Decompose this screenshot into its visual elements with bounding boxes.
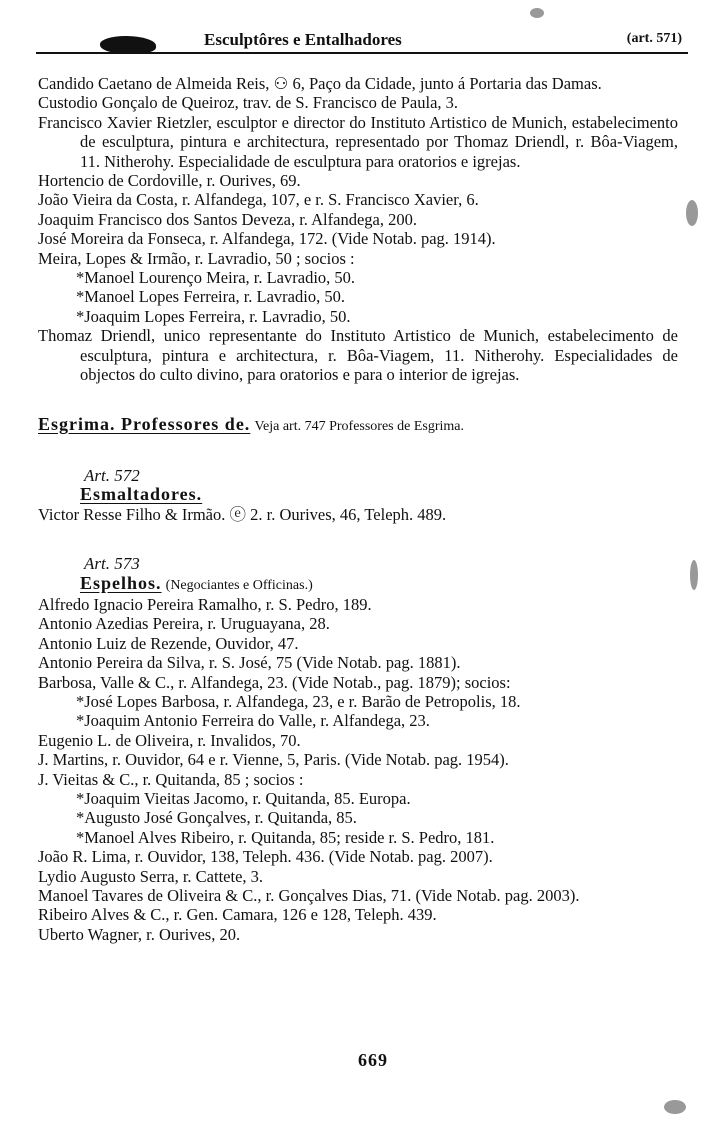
list-item: *Joaquim Vieitas Jacomo, r. Quitanda, 85. Europa. [76, 789, 411, 808]
list-item: *Joaquim Antonio Ferreira do Valle, r. Alfandega, 23. [76, 711, 430, 731]
list-item: Antonio Azedias Pereira, r. Uruguayana, 28. [38, 614, 330, 634]
list-item: *Augusto José Gonçalves, r. Quitanda, 85. [76, 808, 357, 828]
list-item: Barbosa, Valle & C., r. Alfandega, 23. (Vide Notab., pag. 1879); socios: [38, 672, 511, 692]
page-header [36, 30, 688, 54]
art573-title-row [38, 574, 678, 595]
list-item: Ribeiro Alves & C., r. Gen. Camara, 126 e 128, Teleph. 439. [38, 905, 437, 925]
paper-speck [690, 560, 698, 590]
art572-label: Art. 572 [84, 465, 140, 485]
list-item: *Manoel Lopes Ferreira, r. Lavradio, 50. [76, 287, 345, 307]
entries-column [38, 74, 678, 944]
page-number: 669 [358, 1050, 388, 1070]
list-item: *José Lopes Barbosa, r. Alfandega, 23, e r. Barão de Petropolis, 18. [76, 691, 521, 711]
list-item: J. Martins, r. Ouvidor, 64 e r. Vienne, 5, Paris. (Vide Notab. pag. 1954). [38, 750, 509, 770]
art573-title: Espelhos. [80, 572, 162, 593]
paper-speck [686, 200, 698, 226]
list-item: José Moreira da Fonseca, r. Alfandega, 172. (Vide Notab. pag. 1914). [38, 229, 496, 249]
list-item: Lydio Augusto Serra, r. Cattete, 3. [38, 866, 264, 886]
art572-title-row [38, 485, 678, 504]
list-item: Alfredo Ignacio Pereira Ramalho, r. S. Pedro, 189. [38, 594, 372, 614]
art572-label-row [38, 466, 678, 485]
list-item: Antonio Pereira da Silva, r. S. José, 75 (Vide Notab. pag. 1881). [38, 653, 461, 673]
paper-speck [664, 1100, 686, 1114]
header-title: Esculptôres e Entalhadores [204, 30, 402, 49]
list-item: Joaquim Francisco dos Santos Deveza, r. Alfandega, 200. [38, 209, 417, 229]
list-item: *Manoel Lourenço Meira, r. Lavradio, 50. [76, 268, 356, 288]
esculptores-list [38, 74, 678, 385]
list-item: Uberto Wagner, r. Ourives, 20. [38, 924, 241, 944]
list-item: *Joaquim Lopes Ferreira, r. Lavradio, 50. [76, 306, 351, 326]
art572-title: Esmaltadores. [80, 484, 203, 505]
list-item: J. Vieitas & C., r. Quitanda, 85 ; socios : [38, 769, 304, 789]
esgrima-title: Esgrima. Professores de. [38, 413, 251, 434]
list-item: Thomaz Driendl, unico representante do Instituto Artistico de Munich, estabelecimento de esculptura, pintura e architectura, r. Bôa-Viagem, 11. Nitherohy. Especialidades de objectos do culto divino, para oratorios e para o interior de igrejas. [38, 326, 678, 385]
list-item: Custodio Gonçalo de Queiroz, trav. de S. Francisco de Paula, 3. [38, 93, 459, 113]
list-item: João R. Lima, r. Ouvidor, 138, Teleph. 436. (Vide Notab. pag. 2007). [38, 847, 493, 867]
list-item: Eugenio L. de Oliveira, r. Invalidos, 70. [38, 730, 301, 750]
art573-note: (Negociantes e Officinas.) [165, 577, 313, 593]
espelhos-list [38, 595, 678, 944]
paper-speck [530, 8, 544, 18]
header-article-ref: (art. 571) [626, 31, 682, 46]
list-item: Antonio Luiz de Rezende, Ouvidor, 47. [38, 633, 299, 653]
list-item: Manoel Tavares de Oliveira & C., r. Gonçalves Dias, 71. (Vide Notab. pag. 2003). [38, 886, 580, 906]
art573-label-row [38, 554, 678, 573]
esgrima-section [38, 415, 678, 436]
list-item: Francisco Xavier Rietzler, esculptor e director do Instituto Artistico de Munich, estabelecimento de esculptura, pintura e architectura, representado por Thomaz Driendl, r. Bôa-Viagem, 11. Nitherohy. Especialidade de esculptura para oratorios e igrejas. [38, 112, 678, 171]
list-item: Victor Resse Filho & Irmão. ⓔ 2. r. Ourives, 46, Teleph. 489. [38, 504, 447, 524]
esgrima-note: Veja art. 747 Professores de Esgrima. [254, 418, 464, 434]
list-item: Hortencio de Cordoville, r. Ourives, 69. [38, 171, 301, 191]
list-item: Candido Caetano de Almeida Reis, ⚇ 6, Paço da Cidade, junto á Portaria das Damas. [38, 74, 602, 93]
esmaltadores-list [38, 505, 678, 524]
list-item: João Vieira da Costa, r. Alfandega, 107, e r. S. Francisco Xavier, 6. [38, 190, 479, 210]
list-item: Meira, Lopes & Irmão, r. Lavradio, 50 ; socios : [38, 248, 355, 268]
list-item: *Manoel Alves Ribeiro, r. Quitanda, 85; reside r. S. Pedro, 181. [76, 827, 495, 847]
art573-label: Art. 573 [84, 554, 140, 574]
